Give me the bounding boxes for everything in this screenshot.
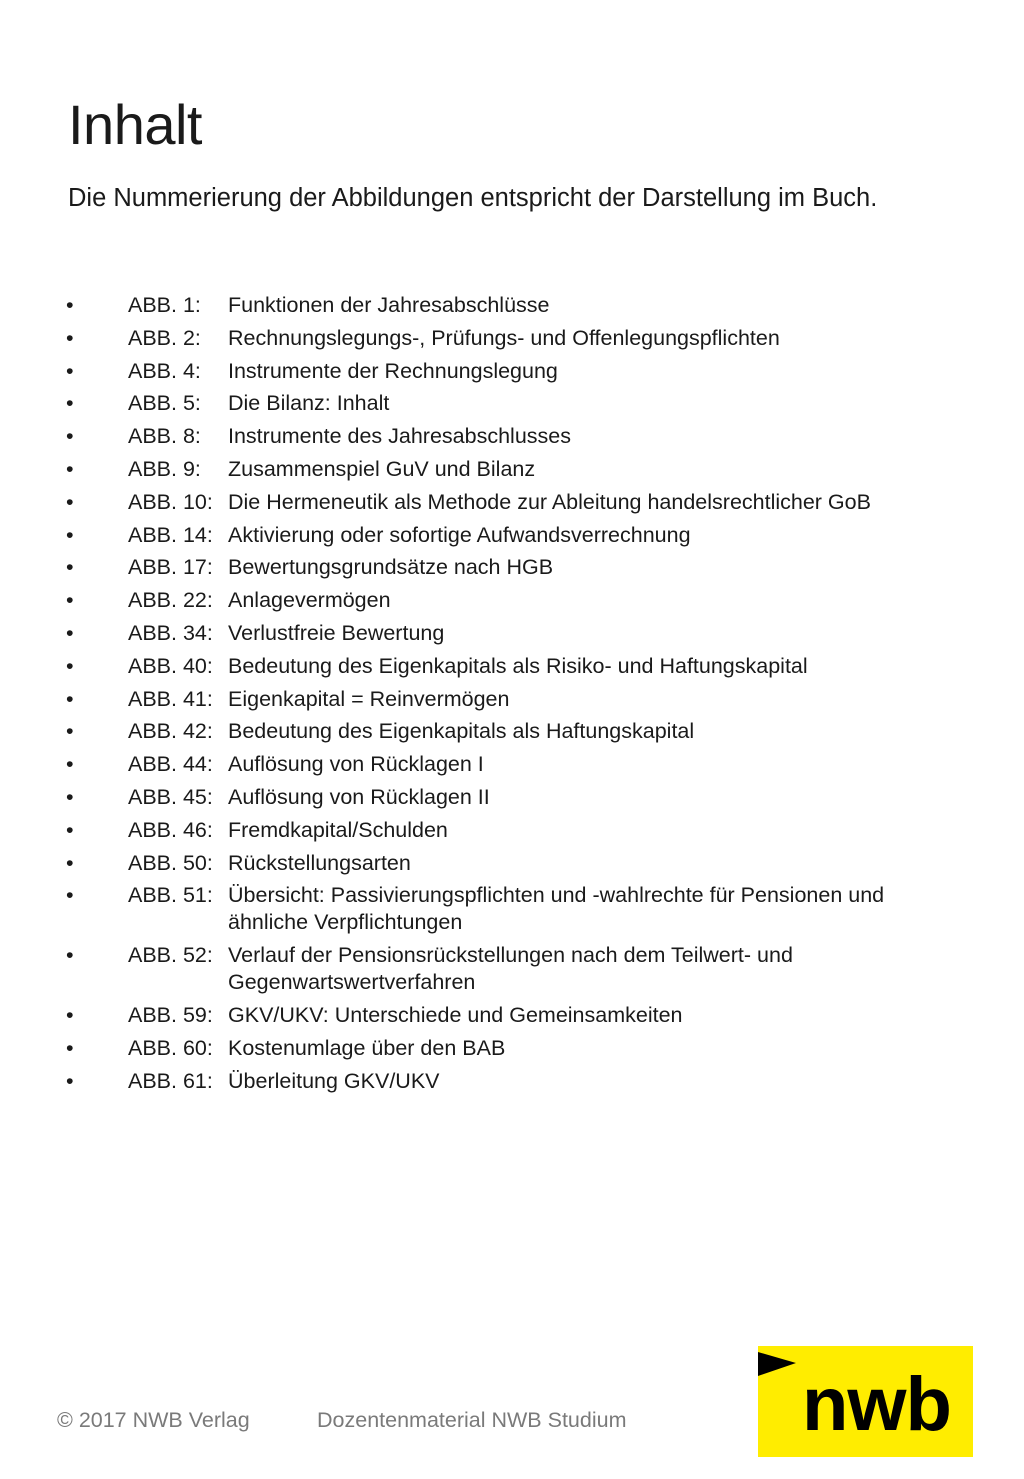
footer-label: Dozentenmaterial NWB Studium <box>317 1408 627 1432</box>
list-item <box>0 1032 1024 1065</box>
figure-title: Bedeutung des Eigenkapitals als Haftungskapital <box>228 719 695 744</box>
figure-list <box>0 289 1024 1097</box>
list-item <box>0 420 1024 453</box>
figure-title: Instrumente der Rechnungslegung <box>228 358 558 383</box>
bullet: • <box>66 588 74 613</box>
figure-title: Auflösung von Rücklagen II <box>228 784 490 809</box>
bullet: • <box>66 1068 74 1093</box>
bullet: • <box>66 620 74 645</box>
figure-number: ABB. 9: <box>128 456 201 481</box>
figure-number: ABB. 34: <box>128 620 213 645</box>
footer-copyright: © 2017 NWB Verlag <box>57 1408 250 1432</box>
list-item <box>0 939 1024 999</box>
list-item <box>0 879 1024 939</box>
figure-number: ABB. 5: <box>128 391 201 416</box>
bullet: • <box>66 784 74 809</box>
bullet: • <box>66 293 74 317</box>
figure-title: GKV/UKV: Unterschiede und Gemeinsamkeiten <box>228 1002 683 1027</box>
list-item <box>0 814 1024 847</box>
figure-number: ABB. 42: <box>128 719 213 744</box>
figure-title: Funktionen der Jahresabschlüsse <box>228 293 550 317</box>
figure-title: Anlagevermögen <box>228 588 391 613</box>
list-item <box>0 781 1024 814</box>
figure-title: Eigenkapital = Reinvermögen <box>228 686 510 711</box>
list-item <box>0 683 1024 716</box>
bullet: • <box>66 686 74 711</box>
figure-title: Verlauf der Pensionsrückstellungen nach dem Teilwert- und Gegenwartswertverfahren <box>228 943 793 995</box>
figure-number: ABB. 52: <box>128 943 213 968</box>
figure-title: Bewertungsgrundsätze nach HGB <box>228 555 554 580</box>
figure-number: ABB. 61: <box>128 1068 213 1093</box>
bullet: • <box>66 943 74 968</box>
bullet: • <box>66 555 74 580</box>
list-item <box>0 551 1024 584</box>
bullet: • <box>66 391 74 416</box>
bullet: • <box>66 522 74 547</box>
figure-number: ABB. 59: <box>128 1002 213 1027</box>
logo-text: nwb <box>802 1362 951 1447</box>
list-item <box>0 387 1024 420</box>
figure-number: ABB. 1: <box>128 293 201 317</box>
bullet: • <box>66 752 74 777</box>
figure-number: ABB. 10: <box>128 489 213 514</box>
bullet: • <box>66 424 74 449</box>
list-item <box>0 486 1024 519</box>
figure-title: Kostenumlage über den BAB <box>228 1035 506 1060</box>
figure-title: Auflösung von Rücklagen I <box>228 752 484 777</box>
list-item <box>0 289 1024 322</box>
nwb-logo <box>758 1346 973 1457</box>
bullet: • <box>66 358 74 383</box>
list-item <box>0 715 1024 748</box>
list-item <box>0 322 1024 355</box>
figure-title: Überleitung GKV/UKV <box>228 1068 440 1093</box>
figure-number: ABB. 8: <box>128 424 201 449</box>
bullet: • <box>66 719 74 744</box>
figure-title: Übersicht: Passivierungspflichten und -wahlrechte für Pensionen und ähnliche Verpflichtungen <box>228 883 885 935</box>
figure-title: Fremdkapital/Schulden <box>228 817 448 842</box>
list-item <box>0 650 1024 683</box>
figure-number: ABB. 22: <box>128 588 213 613</box>
figure-title: Verlustfreie Bewertung <box>228 620 445 645</box>
bullet: • <box>66 1035 74 1060</box>
figure-number: ABB. 40: <box>128 653 213 678</box>
page-subtitle: Die Nummerierung der Abbildungen entspricht der Darstellung im Buch. <box>68 184 878 212</box>
figure-title: Zusammenspiel GuV und Bilanz <box>228 456 536 481</box>
figure-title: Rechnungslegungs-, Prüfungs- und Offenlegungspflichten <box>228 325 780 350</box>
figure-number: ABB. 60: <box>128 1035 213 1060</box>
list-item <box>0 999 1024 1032</box>
figure-number: ABB. 50: <box>128 850 213 875</box>
figure-number: ABB. 14: <box>128 522 213 547</box>
figure-number: ABB. 45: <box>128 784 213 809</box>
figure-number: ABB. 4: <box>128 358 201 383</box>
bullet: • <box>66 325 74 350</box>
list-item <box>0 355 1024 388</box>
bullet: • <box>66 883 74 908</box>
bullet: • <box>66 1002 74 1027</box>
figure-number: ABB. 2: <box>128 325 201 350</box>
figure-number: ABB. 44: <box>128 752 213 777</box>
logo-arrow-shape <box>758 1352 796 1376</box>
list-item <box>0 453 1024 486</box>
bullet: • <box>66 489 74 514</box>
figure-title: Rückstellungsarten <box>228 850 411 875</box>
bullet: • <box>66 850 74 875</box>
list-item <box>0 584 1024 617</box>
list-item <box>0 1065 1024 1098</box>
figure-title: Die Bilanz: Inhalt <box>228 391 390 416</box>
figure-title: Instrumente des Jahresabschlusses <box>228 424 571 449</box>
page-title: Inhalt <box>68 93 202 156</box>
figure-number: ABB. 46: <box>128 817 213 842</box>
list-item <box>0 748 1024 781</box>
list-item <box>0 617 1024 650</box>
figure-title: Die Hermeneutik als Methode zur Ableitung handelsrechtlicher GoB <box>228 489 871 514</box>
list-item <box>0 519 1024 552</box>
bullet: • <box>66 653 74 678</box>
list-item <box>0 847 1024 880</box>
figure-number: ABB. 17: <box>128 555 213 580</box>
bullet: • <box>66 456 74 481</box>
figure-title: Bedeutung des Eigenkapitals als Risiko- und Haftungskapital <box>228 653 808 678</box>
bullet: • <box>66 817 74 842</box>
figure-title: Aktivierung oder sofortige Aufwandsverrechnung <box>228 522 691 547</box>
figure-number: ABB. 41: <box>128 686 213 711</box>
figure-number: ABB. 51: <box>128 883 213 908</box>
